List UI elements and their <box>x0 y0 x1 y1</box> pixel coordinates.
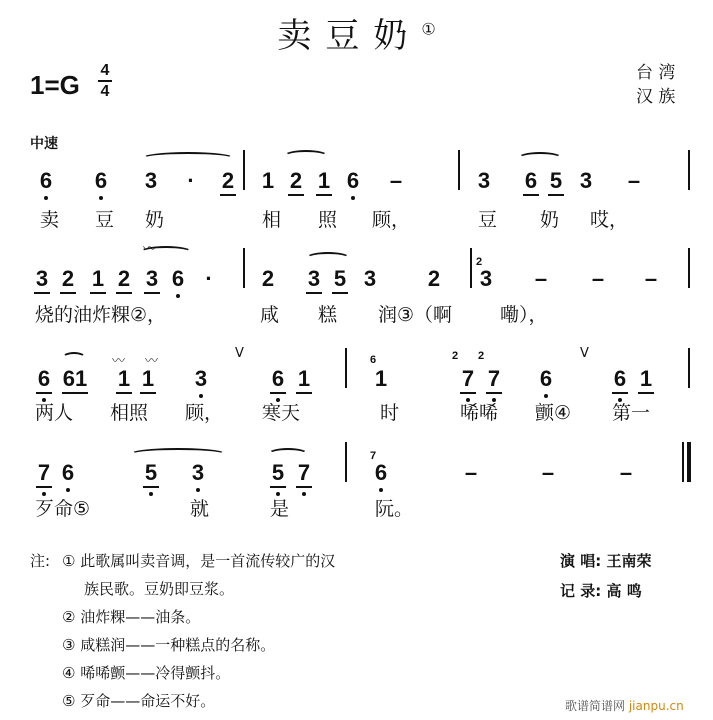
slur-arc <box>142 152 234 164</box>
note: – <box>591 266 605 291</box>
lyric: 两人 <box>35 402 74 424</box>
grace-note: 2 <box>452 350 459 362</box>
note: · <box>205 266 213 291</box>
note: 5 <box>548 168 564 196</box>
note: · <box>187 168 195 193</box>
lyric: 寒天 <box>262 402 301 424</box>
grace-note: 7 <box>370 450 377 462</box>
slur-arc <box>284 150 328 162</box>
slur-arc <box>62 352 86 364</box>
credit-singer: 演 唱: 王南荣 <box>560 552 652 570</box>
note: 1 <box>140 366 156 394</box>
slur-arc <box>268 448 308 460</box>
origin-region: 台 湾 <box>636 63 676 83</box>
watermark: 歌谱简谱网 jianpu.cn <box>565 699 684 713</box>
song-title: 卖豆奶① <box>277 16 436 56</box>
note: 1 <box>638 366 654 394</box>
lyric: 歹命⑤ <box>35 498 91 520</box>
note: 5 <box>270 460 286 488</box>
lyric: 就 <box>190 498 210 520</box>
breath-mark: V <box>580 346 589 361</box>
time-signature: 4 4 <box>98 62 112 100</box>
trill-mark: 〰 <box>145 354 159 369</box>
lyric: 烧的油炸粿②， <box>35 304 167 326</box>
note: 2 <box>220 168 236 196</box>
grace-note: 6 <box>370 354 377 366</box>
final-barline-thick <box>687 442 691 482</box>
lyric: 奶 <box>540 209 560 231</box>
lyric: 奶 <box>145 209 165 231</box>
note: 61 <box>62 366 88 394</box>
note: – <box>534 266 548 291</box>
lyric: 相 <box>262 209 282 231</box>
note: 6 <box>270 366 286 394</box>
note: 7 <box>460 366 476 394</box>
lyric: 相照 <box>110 402 149 424</box>
slur-arc <box>306 252 350 264</box>
note: 2 <box>427 266 441 291</box>
note: 2 <box>288 168 304 196</box>
footnote-4: ④ 唏唏颤——冷得颤抖。 <box>62 664 231 682</box>
lyric: 照 <box>318 209 338 231</box>
lyric: 卖 <box>40 209 60 231</box>
lyric: 哎， <box>590 209 629 231</box>
note: 6 <box>538 366 554 392</box>
note: 3 <box>34 266 50 294</box>
note: 3 <box>144 168 158 193</box>
note: 3 <box>193 366 209 392</box>
note: – <box>644 266 658 291</box>
barline <box>470 248 472 288</box>
note: 6 <box>36 366 52 394</box>
lyric: 顾， <box>372 209 411 231</box>
barline <box>688 248 690 288</box>
lyric: 颤④ <box>535 402 572 424</box>
note: 3 <box>190 460 206 486</box>
note: 1 <box>374 366 388 391</box>
breath-mark: V <box>235 346 244 361</box>
note: 1 <box>296 366 312 394</box>
note: 2 <box>116 266 132 294</box>
note: – <box>627 168 641 193</box>
note: 3 <box>477 168 491 193</box>
note: – <box>464 460 478 485</box>
barline <box>458 150 460 190</box>
note: 3 <box>306 266 322 294</box>
note: 3 <box>479 266 493 291</box>
grace-note: 2 <box>478 350 485 362</box>
key-signature: 1=G <box>30 70 80 100</box>
grace-note: 2 <box>476 256 483 268</box>
slur-arc <box>518 152 562 164</box>
barline <box>345 348 347 388</box>
note: 1 <box>316 168 332 196</box>
lyric: 润③（啊 <box>378 304 453 326</box>
footnote-1: ① 此歌属叫卖音调，是一首流传较广的汉 <box>62 552 336 570</box>
note: 7 <box>486 366 502 394</box>
trill-mark: 〰 <box>143 242 157 257</box>
lyric: 是 <box>270 498 290 520</box>
note: 6 <box>373 460 389 486</box>
lyric: 阮。 <box>375 498 414 520</box>
note: 6 <box>612 366 628 394</box>
tempo-marking: 中速 <box>30 136 58 152</box>
note: 2 <box>60 266 76 294</box>
note: 1 <box>261 168 275 193</box>
note: 1 <box>90 266 106 294</box>
slur-arc <box>130 448 226 460</box>
note: 3 <box>363 266 377 291</box>
lyric: 嘞）， <box>500 304 548 326</box>
footnote-2: ② 油炸粿——油条。 <box>62 608 201 626</box>
note: 6 <box>60 460 76 486</box>
barline <box>243 248 245 288</box>
note: 6 <box>345 168 361 194</box>
footnote-1-cont: 族民歌。豆奶即豆浆。 <box>84 580 235 598</box>
credit-recorder: 记 录: 高 鸣 <box>560 582 642 600</box>
barline <box>243 150 245 190</box>
lyric: 第一 <box>612 402 651 424</box>
footnote-5: ⑤ 歹命——命运不好。 <box>62 692 216 710</box>
lyric: 糕 <box>318 304 338 326</box>
note: 7 <box>36 460 52 488</box>
note: – <box>541 460 555 485</box>
note: 6 <box>38 168 54 194</box>
note: – <box>619 460 633 485</box>
note: 2 <box>261 266 275 291</box>
barline <box>688 348 690 388</box>
lyric: 时 <box>380 402 400 424</box>
note: 7 <box>296 460 312 488</box>
lyric: 顾， <box>185 402 224 424</box>
trill-mark: 〰 <box>112 354 126 369</box>
note: 3 <box>579 168 593 193</box>
origin-ethnicity: 汉 族 <box>636 87 676 107</box>
note: 5 <box>143 460 159 488</box>
note: 1 <box>116 366 132 394</box>
final-barline <box>682 442 684 482</box>
lyric: 咸 <box>260 304 280 326</box>
note: 6 <box>93 168 109 194</box>
barline <box>345 442 347 482</box>
notes-label: 注: <box>30 552 51 570</box>
note: – <box>389 168 403 193</box>
lyric: 豆 <box>478 209 498 231</box>
note: 5 <box>332 266 348 294</box>
lyric: 唏唏 <box>460 402 499 424</box>
barline <box>688 150 690 190</box>
note: 6 <box>170 266 186 292</box>
lyric: 豆 <box>95 209 115 231</box>
footnote-3: ③ 咸糕润——一种糕点的名称。 <box>62 636 276 654</box>
note: 3 <box>144 266 160 294</box>
note: 6 <box>523 168 539 196</box>
